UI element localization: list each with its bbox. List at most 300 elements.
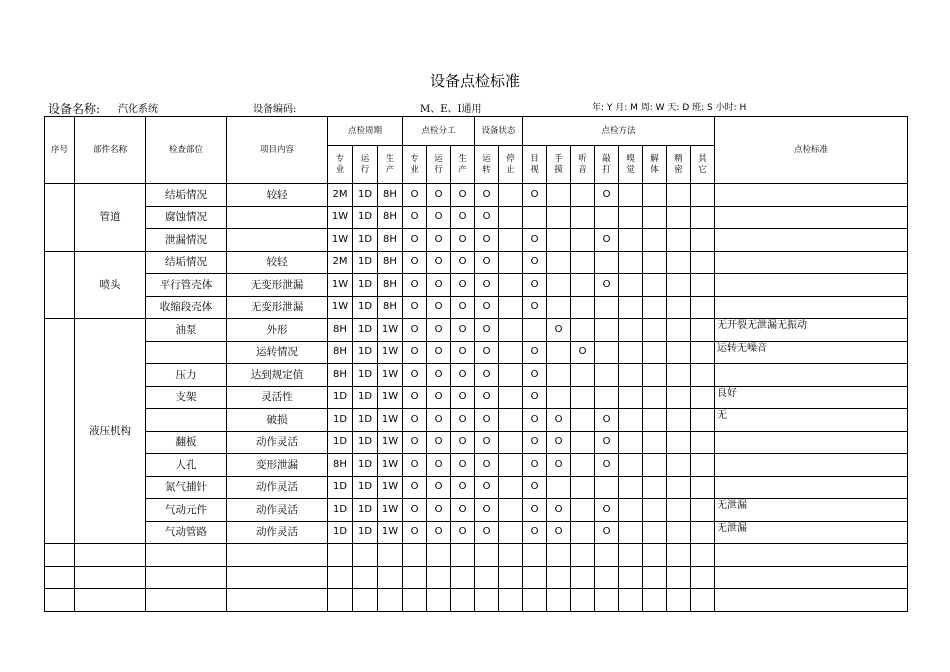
mark-cell: O [475, 319, 499, 342]
mark-cell [667, 274, 691, 297]
mark-cell: O [403, 476, 427, 499]
mark-cell [691, 499, 715, 522]
empty-cell [427, 589, 451, 612]
table-row [45, 431, 908, 454]
empty-cell [227, 544, 328, 567]
table-row [45, 206, 908, 229]
mark-cell: 8H [328, 341, 353, 364]
standard-cell: 良好 [715, 386, 908, 409]
empty-cell [547, 566, 571, 589]
empty-cell [547, 589, 571, 612]
mark-cell: O [451, 431, 475, 454]
standard-cell [715, 274, 908, 297]
empty-cell [45, 544, 75, 567]
header-standard: 点检标准 [715, 117, 908, 184]
mark-cell [571, 184, 595, 207]
mark-cell [499, 251, 523, 274]
item-cell [227, 229, 328, 252]
empty-cell [691, 544, 715, 567]
empty-cell [715, 566, 908, 589]
empty-cell [403, 544, 427, 567]
mark-cell: O [475, 454, 499, 477]
mark-cell: 1D [328, 521, 353, 544]
mark-cell [667, 499, 691, 522]
mark-cell [643, 341, 667, 364]
mark-cell: O [451, 319, 475, 342]
mark-cell: 8H [378, 229, 403, 252]
mark-cell: 1D [353, 476, 378, 499]
mark-cell: O [475, 431, 499, 454]
mark-cell: O [403, 454, 427, 477]
mark-cell [499, 229, 523, 252]
item-cell: 动作灵活 [227, 476, 328, 499]
mark-cell: 1D [328, 386, 353, 409]
empty-cell [353, 589, 378, 612]
mark-cell [691, 296, 715, 319]
standard-cell: 无开裂无泄漏无振动 [715, 319, 908, 342]
mark-cell [619, 476, 643, 499]
mark-cell [595, 296, 619, 319]
table-row [45, 274, 908, 297]
mark-cell [691, 229, 715, 252]
standard-cell [715, 296, 908, 319]
mark-cell: O [595, 409, 619, 432]
mark-cell [691, 431, 715, 454]
standard-cell [715, 431, 908, 454]
mark-cell: 1W [328, 206, 353, 229]
location-cell: 压力 [146, 364, 227, 387]
mark-cell: O [403, 229, 427, 252]
location-cell: 翻板 [146, 431, 227, 454]
location-cell: 收缩段壳体 [146, 296, 227, 319]
mark-cell: O [475, 364, 499, 387]
empty-cell [427, 566, 451, 589]
mark-cell: 1W [328, 274, 353, 297]
subheader-cell: 停止 [499, 146, 523, 184]
mark-cell [691, 251, 715, 274]
empty-row [45, 544, 908, 567]
mark-cell: O [403, 206, 427, 229]
mark-cell: O [451, 251, 475, 274]
mark-cell: 1D [353, 499, 378, 522]
mark-cell: O [475, 229, 499, 252]
mark-cell: O [523, 364, 547, 387]
mark-cell: O [427, 431, 451, 454]
empty-cell [353, 544, 378, 567]
table-row [45, 409, 908, 432]
mark-cell: 1W [378, 386, 403, 409]
mark-cell: O [451, 229, 475, 252]
mark-cell [667, 454, 691, 477]
table-row [45, 364, 908, 387]
empty-cell [619, 566, 643, 589]
mark-cell: O [427, 274, 451, 297]
header-seq: 序号 [45, 117, 75, 184]
table-row [45, 341, 908, 364]
empty-cell [499, 566, 523, 589]
empty-cell [667, 566, 691, 589]
mark-cell: O [547, 454, 571, 477]
empty-cell [499, 589, 523, 612]
mark-cell: O [595, 229, 619, 252]
header-method: 点检方法 [523, 117, 715, 146]
mark-cell: 8H [328, 454, 353, 477]
item-cell: 破损 [227, 409, 328, 432]
mark-cell: O [427, 409, 451, 432]
mark-cell: 1D [353, 364, 378, 387]
mark-cell: 1D [353, 386, 378, 409]
mark-cell: 8H [378, 206, 403, 229]
item-cell: 灵活性 [227, 386, 328, 409]
location-cell: 支架 [146, 386, 227, 409]
mark-cell: 1D [353, 251, 378, 274]
mark-cell: 8H [378, 296, 403, 319]
mark-cell: O [427, 454, 451, 477]
mark-cell [667, 229, 691, 252]
mark-cell [667, 341, 691, 364]
mark-cell: 1D [353, 229, 378, 252]
mark-cell: O [427, 296, 451, 319]
mark-cell [643, 431, 667, 454]
empty-cell [328, 544, 353, 567]
mark-cell: O [403, 409, 427, 432]
mark-cell: 1D [353, 206, 378, 229]
subheader-cell: 手摸 [547, 146, 571, 184]
mark-cell: 1W [328, 296, 353, 319]
mark-cell: O [595, 454, 619, 477]
mark-cell [667, 184, 691, 207]
mark-cell: 1W [378, 431, 403, 454]
mark-cell: O [475, 296, 499, 319]
mark-cell: O [523, 296, 547, 319]
mark-cell: 1D [353, 296, 378, 319]
table-row [45, 319, 908, 342]
mark-cell [619, 454, 643, 477]
mark-cell [619, 319, 643, 342]
mark-cell: O [523, 341, 547, 364]
mark-cell [595, 251, 619, 274]
mark-cell: O [427, 229, 451, 252]
mark-cell: O [451, 274, 475, 297]
mark-cell [547, 274, 571, 297]
mark-cell [547, 184, 571, 207]
mark-cell [571, 499, 595, 522]
empty-cell [45, 566, 75, 589]
mark-cell [547, 341, 571, 364]
subheader-cell: 精密 [667, 146, 691, 184]
mark-cell [667, 364, 691, 387]
empty-cell [227, 566, 328, 589]
mark-cell [619, 341, 643, 364]
mark-cell [619, 364, 643, 387]
standard-cell: 无泄漏 [715, 521, 908, 544]
mark-cell: O [427, 184, 451, 207]
empty-cell [45, 589, 75, 612]
mark-cell: O [547, 521, 571, 544]
mark-cell [499, 499, 523, 522]
mark-cell: O [451, 454, 475, 477]
mark-cell [667, 251, 691, 274]
mark-cell [691, 319, 715, 342]
header-item: 项目内容 [227, 117, 328, 184]
empty-cell [523, 566, 547, 589]
mark-cell: O [595, 521, 619, 544]
empty-cell [475, 544, 499, 567]
mark-cell [499, 274, 523, 297]
mark-cell [643, 296, 667, 319]
equipment-name-label: 设备名称: [48, 102, 101, 116]
subheader-cell: 生产 [378, 146, 403, 184]
empty-cell [667, 544, 691, 567]
seq-cell [45, 184, 75, 252]
empty-cell [378, 544, 403, 567]
mark-cell: O [595, 274, 619, 297]
mark-cell: O [427, 499, 451, 522]
mark-cell: O [403, 296, 427, 319]
empty-cell [643, 589, 667, 612]
mark-cell [619, 229, 643, 252]
mark-cell: O [595, 499, 619, 522]
mark-cell: 1W [378, 499, 403, 522]
mark-cell [691, 364, 715, 387]
mark-cell [571, 409, 595, 432]
empty-cell [715, 589, 908, 612]
mark-cell: O [403, 364, 427, 387]
mark-cell: O [403, 499, 427, 522]
empty-row [45, 566, 908, 589]
mark-cell: O [547, 319, 571, 342]
mark-cell: 8H [378, 274, 403, 297]
empty-cell [571, 544, 595, 567]
mark-cell: O [475, 409, 499, 432]
part-name-cell: 喷头 [75, 251, 146, 319]
mark-cell [667, 386, 691, 409]
mark-cell [643, 319, 667, 342]
mark-cell [547, 251, 571, 274]
subheader-cell: 嗅觉 [619, 146, 643, 184]
seq-cell [45, 319, 75, 544]
mark-cell [691, 521, 715, 544]
standard-cell [715, 251, 908, 274]
location-cell: 腐蚀情况 [146, 206, 227, 229]
mark-cell: 1D [328, 499, 353, 522]
mark-cell: O [475, 521, 499, 544]
mark-cell: O [475, 184, 499, 207]
mark-cell [667, 296, 691, 319]
part-name-cell: 管道 [75, 184, 146, 252]
mark-cell: 1D [353, 431, 378, 454]
empty-cell [547, 544, 571, 567]
subheader-cell: 生产 [451, 146, 475, 184]
mark-cell: 1D [353, 521, 378, 544]
empty-cell [691, 589, 715, 612]
mark-cell [499, 476, 523, 499]
item-cell: 变形泄漏 [227, 454, 328, 477]
standard-cell [715, 206, 908, 229]
mark-cell [547, 229, 571, 252]
mark-cell [595, 341, 619, 364]
empty-cell [667, 589, 691, 612]
mark-cell [499, 341, 523, 364]
mark-cell [595, 364, 619, 387]
mark-cell: O [451, 364, 475, 387]
empty-cell [475, 589, 499, 612]
mark-cell: O [451, 521, 475, 544]
empty-row [45, 589, 908, 612]
mark-cell: O [475, 251, 499, 274]
mark-cell: O [403, 386, 427, 409]
mark-cell [619, 296, 643, 319]
mark-cell [595, 206, 619, 229]
mark-cell: O [523, 499, 547, 522]
mark-cell: 1W [378, 319, 403, 342]
mark-cell: 8H [378, 251, 403, 274]
mark-cell: 8H [378, 184, 403, 207]
location-cell: 气动管路 [146, 521, 227, 544]
location-cell: 结垢情况 [146, 184, 227, 207]
location-cell [146, 409, 227, 432]
standard-cell: 无泄漏 [715, 499, 908, 522]
standard-cell [715, 454, 908, 477]
table-row [45, 251, 908, 274]
mark-cell [499, 296, 523, 319]
mark-cell [571, 476, 595, 499]
standard-cell: 运转无噪音 [715, 341, 908, 364]
mark-cell [691, 386, 715, 409]
location-cell: 结垢情况 [146, 251, 227, 274]
mark-cell [667, 521, 691, 544]
mark-cell [643, 386, 667, 409]
mark-cell: 1W [328, 229, 353, 252]
mark-cell: O [475, 476, 499, 499]
empty-cell [523, 544, 547, 567]
mark-cell: 1D [328, 431, 353, 454]
empty-cell [75, 544, 146, 567]
mark-cell: O [523, 229, 547, 252]
item-cell: 无变形泄漏 [227, 274, 328, 297]
mark-cell: O [475, 274, 499, 297]
subheader-cell: 敲打 [595, 146, 619, 184]
mark-cell [571, 229, 595, 252]
mark-cell [595, 319, 619, 342]
header-division: 点检分工 [403, 117, 475, 146]
item-cell: 较轻 [227, 251, 328, 274]
item-cell: 动作灵活 [227, 431, 328, 454]
mark-cell [643, 476, 667, 499]
empty-cell [499, 544, 523, 567]
mark-cell [643, 251, 667, 274]
equipment-name-value: 汽化系统 [118, 104, 158, 115]
table-row [45, 184, 908, 207]
mark-cell: 1D [353, 184, 378, 207]
empty-cell [403, 589, 427, 612]
subheader-cell: 目视 [523, 146, 547, 184]
empty-cell [328, 589, 353, 612]
mark-cell: O [403, 431, 427, 454]
inspection-standard-table [44, 116, 908, 612]
mark-cell [643, 499, 667, 522]
mark-cell [619, 251, 643, 274]
mark-cell: O [595, 431, 619, 454]
empty-cell [146, 566, 227, 589]
mark-cell [643, 184, 667, 207]
header-state: 设备状态 [475, 117, 523, 146]
empty-cell [691, 566, 715, 589]
mark-cell [619, 184, 643, 207]
mark-cell: 1D [353, 274, 378, 297]
subheader-cell: 运行 [353, 146, 378, 184]
empty-cell [403, 566, 427, 589]
mark-cell [499, 521, 523, 544]
empty-cell [523, 589, 547, 612]
mark-cell: O [427, 319, 451, 342]
empty-cell [75, 566, 146, 589]
mark-cell [547, 386, 571, 409]
mark-cell [619, 499, 643, 522]
table-row [45, 521, 908, 544]
mark-cell: O [523, 431, 547, 454]
item-cell: 运转情况 [227, 341, 328, 364]
mark-cell [571, 296, 595, 319]
subheader-cell: 其它 [691, 146, 715, 184]
mark-cell [643, 364, 667, 387]
empty-cell [427, 544, 451, 567]
mark-cell [619, 274, 643, 297]
mark-cell: O [451, 296, 475, 319]
mark-cell [667, 206, 691, 229]
mark-cell [691, 274, 715, 297]
mark-cell [547, 476, 571, 499]
empty-cell [475, 566, 499, 589]
mark-cell [571, 319, 595, 342]
mark-cell: 1D [328, 476, 353, 499]
mark-cell: O [427, 476, 451, 499]
mark-cell: 1W [378, 409, 403, 432]
mark-cell: O [523, 184, 547, 207]
mark-cell: O [523, 454, 547, 477]
mark-cell [571, 521, 595, 544]
mark-cell: O [403, 184, 427, 207]
standard-cell: 无 [715, 409, 908, 432]
mark-cell [667, 431, 691, 454]
table-row [45, 386, 908, 409]
empty-cell [146, 589, 227, 612]
mark-cell [619, 431, 643, 454]
mark-cell: O [547, 499, 571, 522]
empty-cell [353, 566, 378, 589]
mark-cell [547, 364, 571, 387]
mark-cell: O [451, 476, 475, 499]
empty-cell [643, 566, 667, 589]
empty-cell [328, 566, 353, 589]
mark-cell [499, 409, 523, 432]
empty-cell [451, 544, 475, 567]
mark-cell: O [451, 206, 475, 229]
mark-cell [691, 206, 715, 229]
mark-cell [499, 431, 523, 454]
seq-cell [45, 251, 75, 319]
empty-cell [715, 544, 908, 567]
mark-cell [643, 521, 667, 544]
empty-cell [595, 566, 619, 589]
item-cell: 无变形泄漏 [227, 296, 328, 319]
mark-cell [571, 454, 595, 477]
mark-cell: O [427, 206, 451, 229]
mark-cell: O [427, 521, 451, 544]
empty-cell [227, 589, 328, 612]
mark-cell: O [451, 386, 475, 409]
item-cell: 动作灵活 [227, 499, 328, 522]
